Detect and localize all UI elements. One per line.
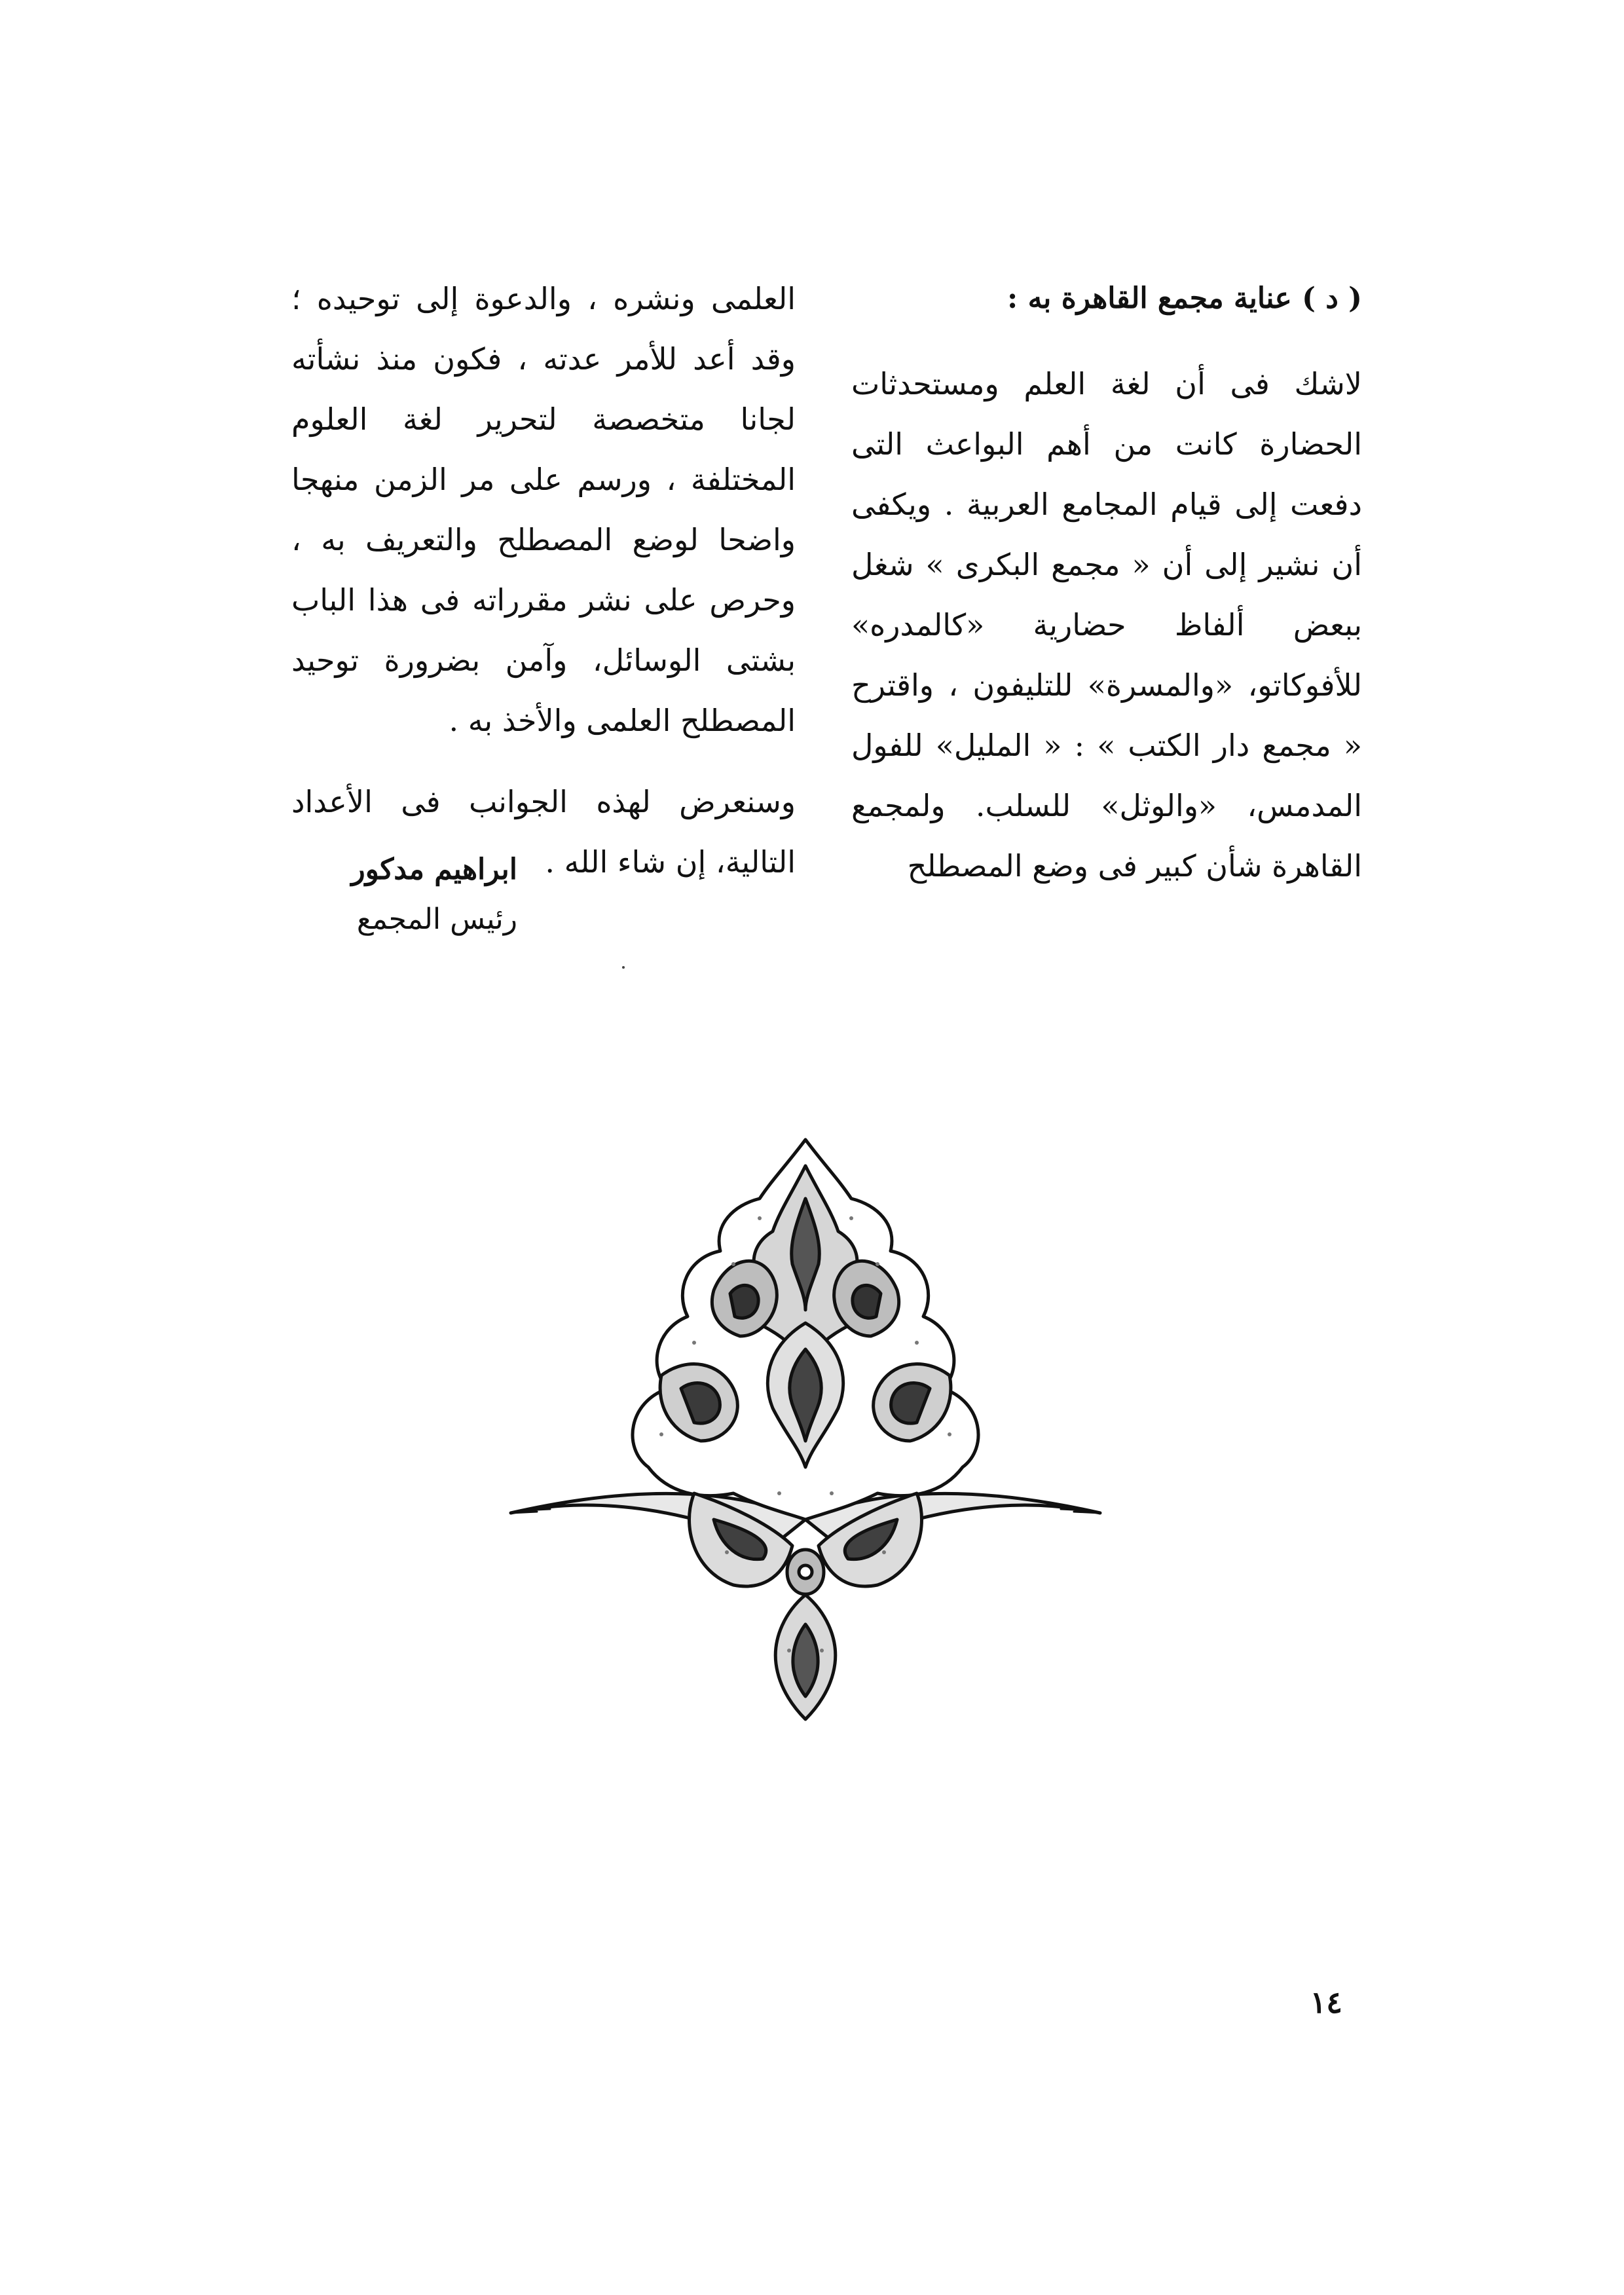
arabesque-floral-ornament-icon [498, 1127, 1113, 1736]
page-number: ١٤ [1310, 1985, 1342, 2020]
right-paragraph: لاشك فى أن لغة العلم ومستحدثات الحضارة كانت من أهم البواعث التى دفعت إلى قيام المجامع العربية . ويكفى أن نشير إلى أن « مجمع البكرى » شغل ببعض ألفاظ حضارية «كالمدره» للأفوكاتو، «والمسرة» للتليفون ، واقترح « مجمع دار الكتب » : « المليل» للفول المدمس، «والوثل» للسلب. ولمجمع القاهرة شأن كبير فى وضع المصطلح [851, 366, 1362, 884]
left-paragraph-2: وسنعرض لهذه الجوانب فى الأعداد التالية، إن شاء الله . [291, 784, 796, 880]
left-paragraph-1: العلمى ونشره ، والدعوة إلى توحيده ؛ وقد أعد للأمر عدته ، فكون منذ نشأته لجانا متخصصة لتحرير لغة العلوم المختلفة ، ورسم على مر الزمن منهجا واضحا لوضع المصطلح والتعريف به ، وحرص على نشر مقرراته فى هذا الباب بشتى الوسائل، وآمن بضرورة توحيد المصطلح العلمى والأخذ به . [291, 281, 796, 738]
signature-name: ابراهيم مدكور [351, 853, 517, 886]
left-column [291, 269, 796, 913]
signature-block [327, 845, 517, 944]
signature-title: رئيس المجمع [356, 903, 517, 936]
section-heading: ( د ) عناية مجمع القاهرة به : [1007, 282, 1362, 315]
stray-dot [622, 966, 625, 969]
right-column [851, 269, 1362, 917]
